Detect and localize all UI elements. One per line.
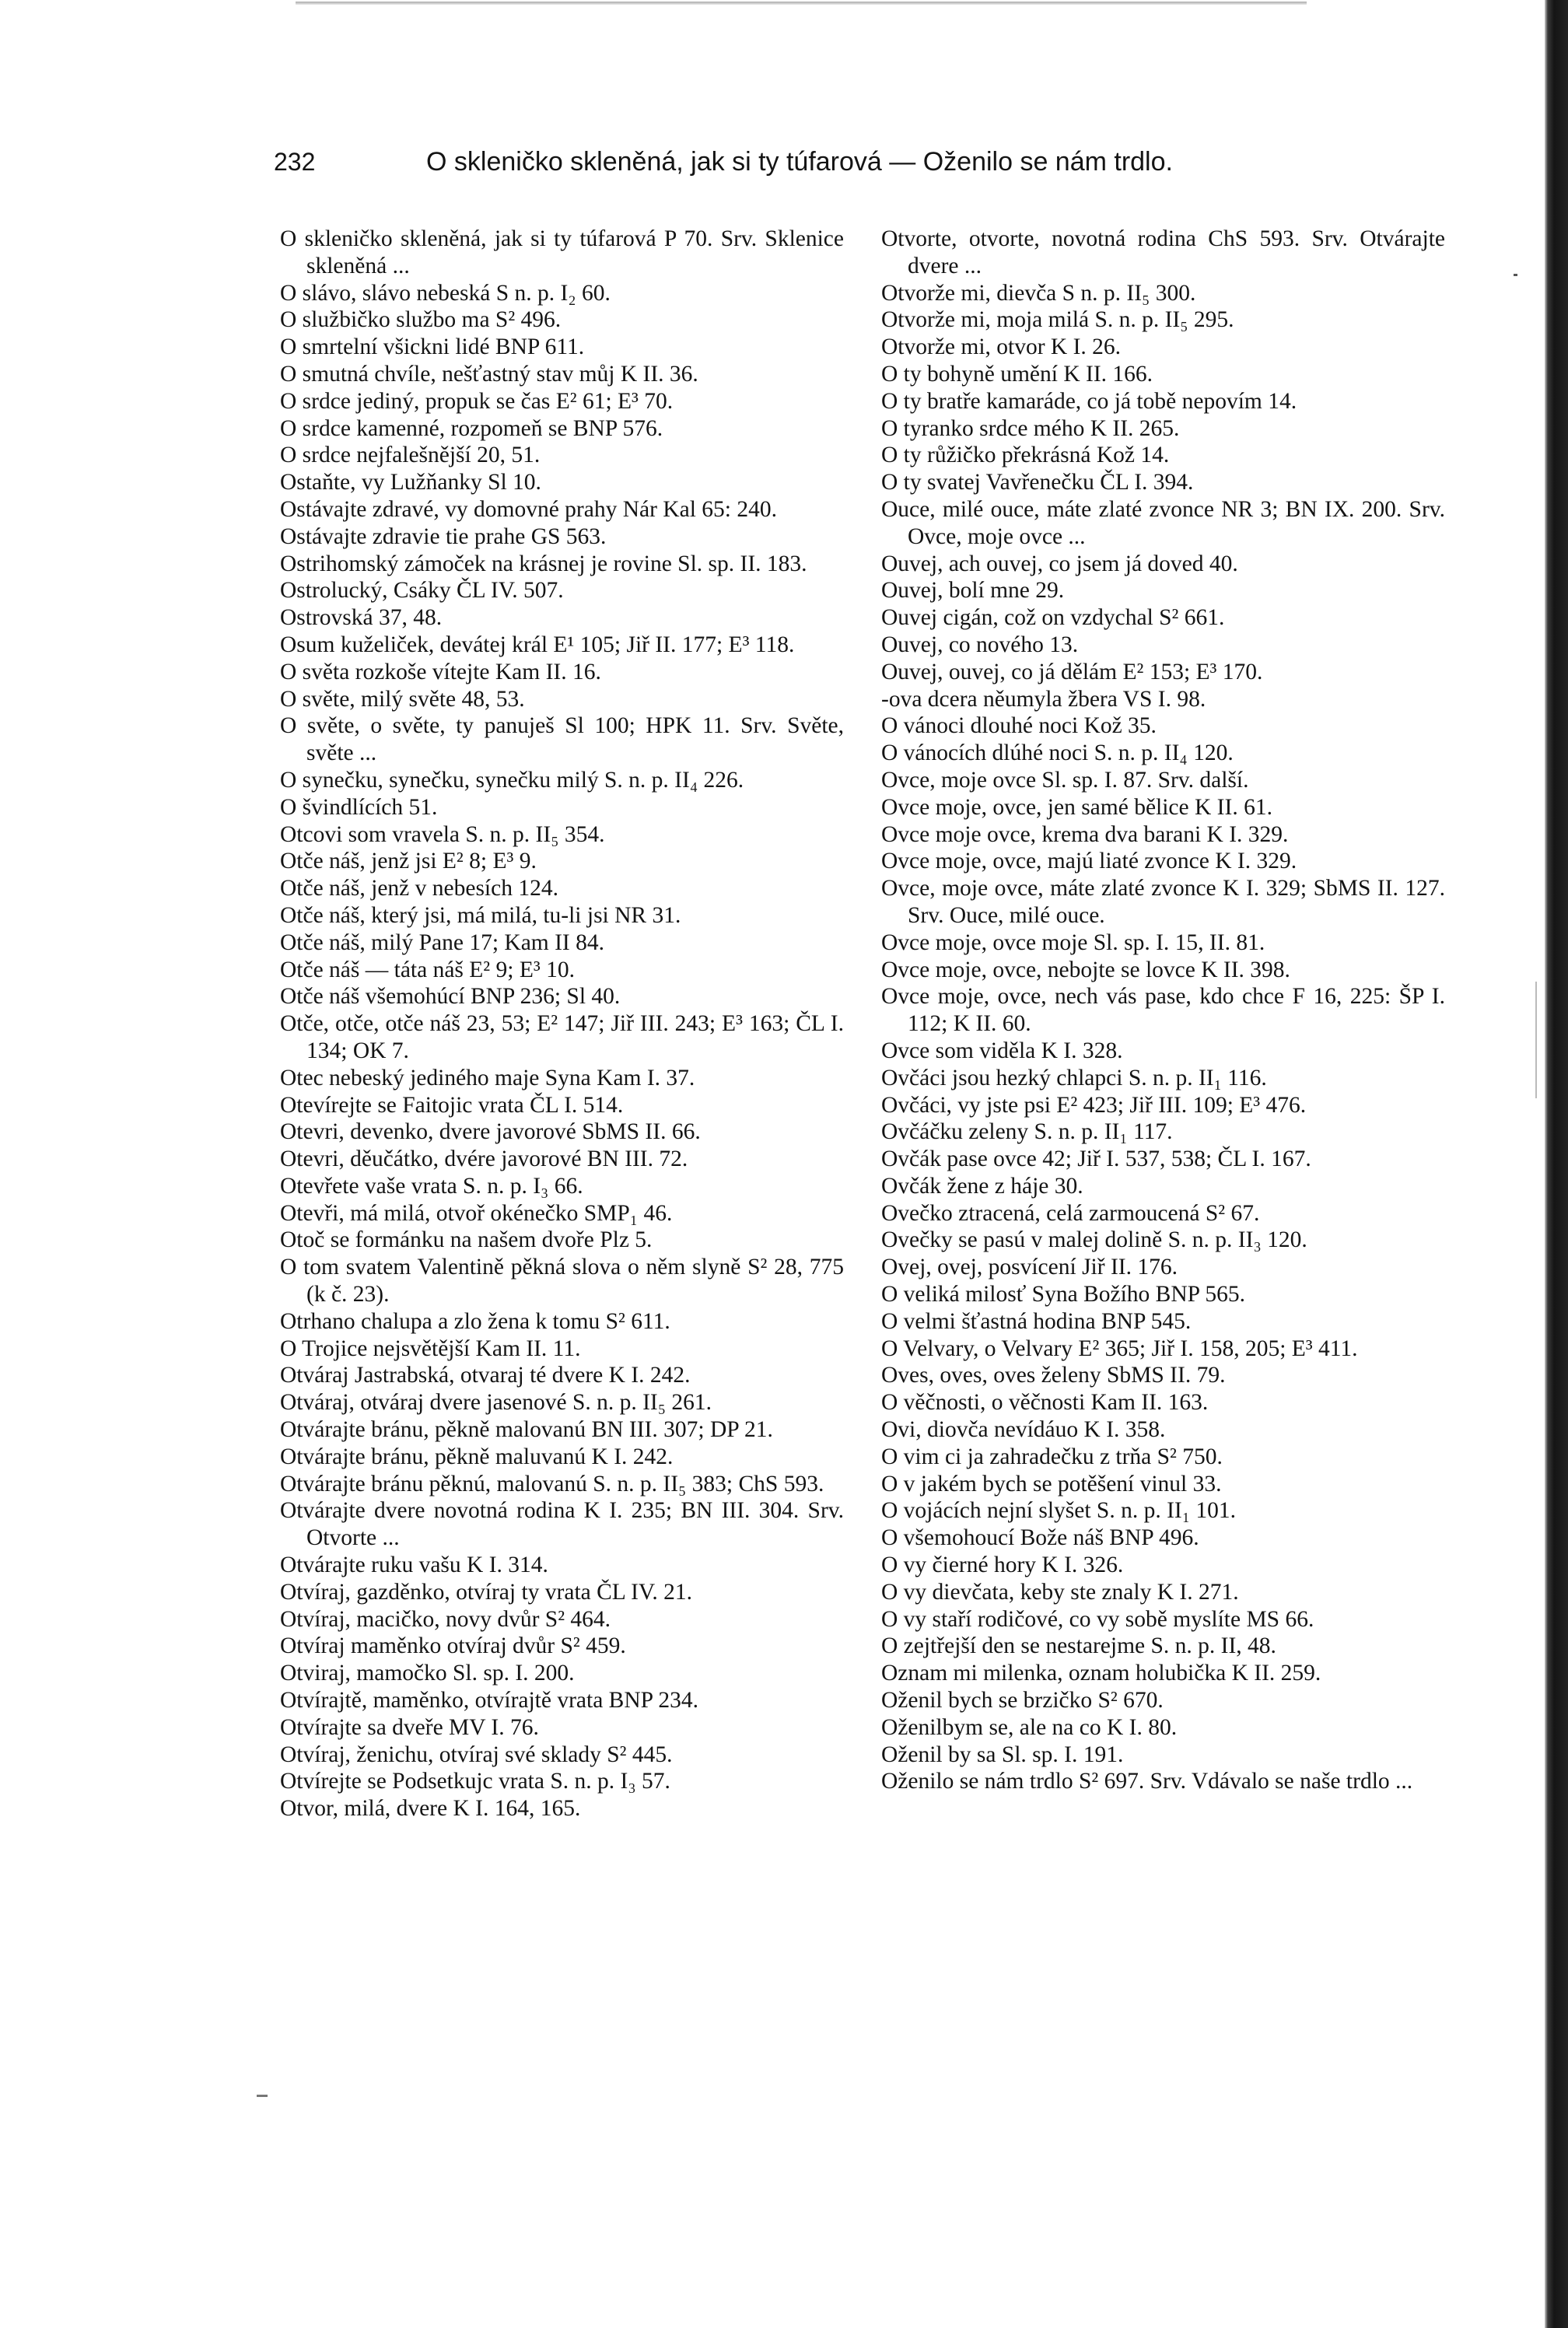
index-entry: Ovčák pase ovce 42; Jiř I. 537, 538; ČL I. 167.	[881, 1146, 1311, 1172]
index-entry: Oves, oves, oves želeny SbMS II. 79.	[881, 1363, 1226, 1388]
index-entry: -ova dcera něumyla žbera VS I. 98.	[881, 686, 1206, 712]
index-entry: Otvorže mi, moja milá S. n. p. II₅ 295.	[881, 307, 1234, 333]
index-entry: Otváraj Jastrabská, otvaraj té dvere K I. 242.	[280, 1363, 691, 1388]
index-entry: Otče náš — táta náš E² 9; E³ 10.	[280, 957, 575, 982]
index-entry: Otvárajte dvere novotná rodina K I. 235; BN III. 304. Srv. Otvorte ...	[280, 1498, 844, 1551]
index-entry: O zejtřejší den se nestarejme S. n. p. II, 48.	[881, 1633, 1276, 1659]
index-column-right	[881, 226, 1445, 1795]
index-entry: Ovce moje ovce, krema dva barani K I. 329.	[881, 821, 1289, 847]
running-head	[0, 140, 1568, 187]
index-entry: Otvárajte bránu, pěkně malovanú BN III. 307; DP 21.	[280, 1417, 773, 1443]
index-entry: Ostrovská 37, 48.	[280, 605, 443, 631]
index-entry: O vánocích dlúhé noci S. n. p. II₄ 120.	[881, 740, 1234, 766]
index-entry: Oženil by sa Sl. sp. I. 191.	[881, 1742, 1124, 1767]
index-entry: Otvárajte bránu pěknú, malovanú S. n. p. II₅ 383; ChS 593.	[280, 1471, 824, 1497]
index-entry: Ostrolucký, Csáky ČL IV. 507.	[280, 578, 564, 604]
index-entry: Oženil bych se brzičko S² 670.	[881, 1688, 1164, 1714]
index-entry: Otče náš, jenž jsi E² 8; E³ 9.	[280, 849, 537, 874]
index-entry: O srdce nejfalešnější 20, 51.	[280, 443, 541, 468]
index-entry: Ostávajte zdravie tie prahe GS 563.	[280, 523, 607, 549]
index-entry: Ovce moje, ovce, nebojte se lovce K II. 398.	[881, 957, 1290, 982]
index-entry: O srdce jediný, propuk se čas E² 61; E³ 70.	[280, 388, 674, 414]
index-entry: O vim ci ja zahradečku z trňa S² 750.	[881, 1444, 1223, 1469]
index-entry: Oznam mi milenka, oznam holubička K II. 259.	[881, 1661, 1321, 1686]
index-entry: O tom svatem Valentině pěkná slova o něm slyně S² 28, 775 (k č. 23).	[280, 1255, 844, 1308]
index-entry: Otvárajte bránu, pěkně maluvanú K I. 242.	[280, 1444, 674, 1469]
index-entry: O synečku, synečku, synečku milý S. n. p. II₄ 226.	[280, 767, 744, 793]
scan-mark	[1514, 274, 1517, 276]
index-entry: O slávo, slávo nebeská S n. p. I₂ 60.	[280, 280, 611, 306]
index-entry: Ouvej, co nového 13.	[881, 632, 1079, 657]
index-entry: Otče náš, který jsi, má milá, tu-li jsi NR 31.	[280, 902, 681, 928]
index-entry: Otoč se formánku na našem dvoře Plz 5.	[280, 1227, 653, 1253]
scan-mark	[257, 2095, 268, 2097]
index-entry: O vojácích nejní slyšet S. n. p. II₁ 101.	[881, 1498, 1236, 1524]
index-entry: Ovečky se pasú v malej dolině S. n. p. II₃ 120.	[881, 1227, 1307, 1253]
index-entry: O ty svatej Vavřenečku ČL I. 394.	[881, 470, 1194, 495]
index-entry: Otče náš, jenž v nebesích 124.	[280, 876, 558, 901]
index-entry: Otče náš všemohúcí BNP 236; Sl 40.	[280, 984, 621, 1010]
index-entry: Ovce moje, ovce, nech vás pase, kdo chce F 16, 225: ŠP I. 112; K II. 60.	[881, 984, 1445, 1037]
index-entry: Otvírajtě, maměnko, otvírajtě vrata BNP 234.	[280, 1688, 698, 1714]
index-entry: O světe, milý světe 48, 53.	[280, 686, 525, 712]
index-entry: O velmi šťastná hodina BNP 545.	[881, 1308, 1192, 1334]
index-entry: Otče, otče, otče náš 23, 53; E² 147; Jiř III. 243; E³ 163; ČL I. 134; OK 7.	[280, 1011, 844, 1063]
index-entry: Ovce, moje ovce Sl. sp. I. 87. Srv. další.	[881, 767, 1249, 793]
index-entry: Otrhano chalupa a zlo žena k tomu S² 611.	[280, 1308, 670, 1334]
index-entry: Ovi, diovča nevídáuo K I. 358.	[881, 1417, 1166, 1443]
index-entry: Otevri, děučátko, dvére javorové BN III. 72.	[280, 1146, 688, 1172]
index-entry: Otvíraj maměnko otvíraj dvůr S² 459.	[280, 1633, 626, 1659]
index-entry: Otevřete vaše vrata S. n. p. I₃ 66.	[280, 1173, 583, 1199]
index-entry: Otvíraj, ženichu, otvíraj své sklady S² 445.	[280, 1742, 673, 1767]
index-entry: O vánoci dlouhé noci Kož 35.	[881, 713, 1157, 739]
index-entry: Otvárajte ruku vašu K I. 314.	[280, 1553, 548, 1578]
index-entry: O službičko službo ma S² 496.	[280, 307, 562, 333]
index-entry: Ovej, ovej, posvícení Jiř II. 176.	[881, 1255, 1178, 1280]
index-entry: O smutná chvíle, nešťastný stav můj K II. 36.	[280, 361, 698, 387]
index-entry: Ovce moje, ovce moje Sl. sp. I. 15, II. 81.	[881, 929, 1265, 955]
index-entry: O tyranko srdce mého K II. 265.	[881, 415, 1180, 441]
index-entry: Ostaňte, vy Lužňanky Sl 10.	[280, 470, 541, 495]
index-entry: Otevírejte se Faitojic vrata ČL I. 514.	[280, 1092, 624, 1118]
index-entry: O světe, o světe, ty panuješ Sl 100; HPK 11. Srv. Světe, světe ...	[280, 713, 844, 766]
index-entry: Ovčáci jsou hezký chlapci S. n. p. II₁ 116.	[881, 1065, 1267, 1090]
index-entry: Osum kuželiček, devátej král E¹ 105; Jiř II. 177; E³ 118.	[280, 632, 795, 657]
index-entry: Ovčák žene z háje 30.	[881, 1173, 1083, 1199]
index-entry: Otvírajte sa dveře MV I. 76.	[280, 1714, 539, 1740]
index-entry: Otvorže mi, otvor K I. 26.	[881, 334, 1122, 360]
index-entry: Ostávajte zdravé, vy domovné prahy Nár Kal 65: 240.	[280, 496, 777, 522]
index-entry: Otevri, devenko, dvere javorové SbMS II. 66.	[280, 1119, 701, 1145]
index-entry: Otvírejte se Podsetkujc vrata S. n. p. I₃ 57.	[280, 1769, 670, 1794]
index-entry: Otcovi som vravela S. n. p. II₅ 354.	[280, 821, 605, 847]
scan-right-edge	[1545, 0, 1568, 2328]
index-entry: Oženilbym se, ale na co K I. 80.	[881, 1714, 1178, 1740]
index-entry: O všemohoucí Bože náš BNP 496.	[881, 1525, 1199, 1551]
index-entry: O veliká milosť Syna Božího BNP 565.	[881, 1282, 1245, 1308]
index-entry: Otvorže mi, dievča S n. p. II₅ 300.	[881, 280, 1196, 306]
index-entry: Ovce moje, ovce, majú liaté zvonce K I. 329.	[881, 849, 1297, 874]
page-number: 232	[274, 148, 316, 176]
index-entry: Otváraj, otváraj dvere jasenové S. n. p. II₅ 261.	[280, 1390, 712, 1416]
index-entry: O Velvary, o Velvary E² 365; Jiř I. 158, 205; E³ 411.	[881, 1336, 1358, 1361]
index-entry: O vy dievčata, keby ste znaly K I. 271.	[881, 1579, 1239, 1605]
page-title: O skleničko skleněná, jak si ty túfarová — Oženilo se nám trdlo.	[426, 147, 1173, 177]
index-entry: Ovčáci, vy jste psi E² 423; Jiř III. 109; E³ 476.	[881, 1092, 1307, 1118]
index-entry: O věčnosti, o věčnosti Kam II. 163.	[881, 1390, 1209, 1416]
index-entry: Ovečko ztracená, celá zarmoucená S² 67.	[881, 1200, 1260, 1226]
index-entry: Otče náš, milý Pane 17; Kam II 84.	[280, 929, 605, 955]
index-entry: O ty bohyně umění K II. 166.	[881, 361, 1153, 387]
index-entry: Ouvej cigán, což on vzdychal S² 661.	[881, 605, 1225, 631]
index-entry: O švindlících 51.	[280, 794, 438, 820]
index-entry: Ouvej, bolí mne 29.	[881, 578, 1065, 604]
index-entry: Ovčáčku zeleny S. n. p. II₁ 117.	[881, 1119, 1173, 1145]
index-entry: Ovce moje, ovce, jen samé bělice K II. 61.	[881, 794, 1272, 820]
index-entry: Ostrihomský zámoček na krásnej je rovine Sl. sp. II. 183.	[280, 551, 807, 576]
index-entry: Otviraj, mamočko Sl. sp. I. 200.	[280, 1661, 575, 1686]
index-entry: O vy čierné hory K I. 326.	[881, 1553, 1124, 1578]
index-entry: Ouvej, ach ouvej, co jsem já doved 40.	[881, 551, 1238, 576]
scan-top-edge	[296, 2, 1307, 5]
index-entry: Ouvej, ouvej, co já dělám E² 153; E³ 170.	[881, 659, 1263, 684]
index-entry: O ty růžičko překrásná Kož 14.	[881, 443, 1170, 468]
index-entry: O skleničko skleněná, jak si ty túfarová P 70. Srv. Sklenice skleněná ...	[280, 226, 844, 278]
index-column-left	[280, 226, 844, 1822]
index-entry: O ty bratře kamaráde, co já tobě nepovím 14.	[881, 388, 1297, 414]
index-entry: Otvorte, otvorte, novotná rodina ChS 593. Srv. Otvárajte dvere ...	[881, 226, 1445, 278]
index-entry: Ovce som viděla K I. 328.	[881, 1038, 1123, 1063]
index-entry: Oženilo se nám trdlo S² 697. Srv. Vdávalo se naše trdlo ...	[881, 1769, 1413, 1794]
scan-mark	[1535, 982, 1537, 1098]
index-entry: O vy staří rodičové, co vy sobě myslíte MS 66.	[881, 1606, 1314, 1632]
index-entry: Otvíraj, gazděnko, otvíraj ty vrata ČL IV. 21.	[280, 1579, 693, 1605]
index-entry: O světa rozkoše vítejte Kam II. 16.	[280, 659, 601, 684]
index-entry: Otvor, milá, dvere K I. 164, 165.	[280, 1796, 581, 1822]
index-entry: Otevři, má milá, otvoř okénečko SMP₁ 46.	[280, 1200, 673, 1226]
index-entry: O Trojice nejsvětější Kam II. 11.	[280, 1336, 581, 1361]
index-entry: Ouce, milé ouce, máte zlaté zvonce NR 3; BN IX. 200. Srv. Ovce, moje ovce ...	[881, 496, 1445, 549]
index-entry: O srdce kamenné, rozpomeň se BNP 576.	[280, 415, 663, 441]
index-entry: O v jakém bych se potěšení vinul 33.	[881, 1471, 1222, 1497]
index-entry: Ovce, moje ovce, máte zlaté zvonce K I. 329; SbMS II. 127. Srv. Ouce, milé ouce.	[881, 876, 1445, 928]
index-entry: Otvíraj, macičko, novy dvůr S² 464.	[280, 1606, 611, 1632]
index-entry: O smrtelní všickni lidé BNP 611.	[280, 334, 585, 360]
index-entry: Otec nebeský jediného maje Syna Kam I. 37.	[280, 1065, 695, 1090]
